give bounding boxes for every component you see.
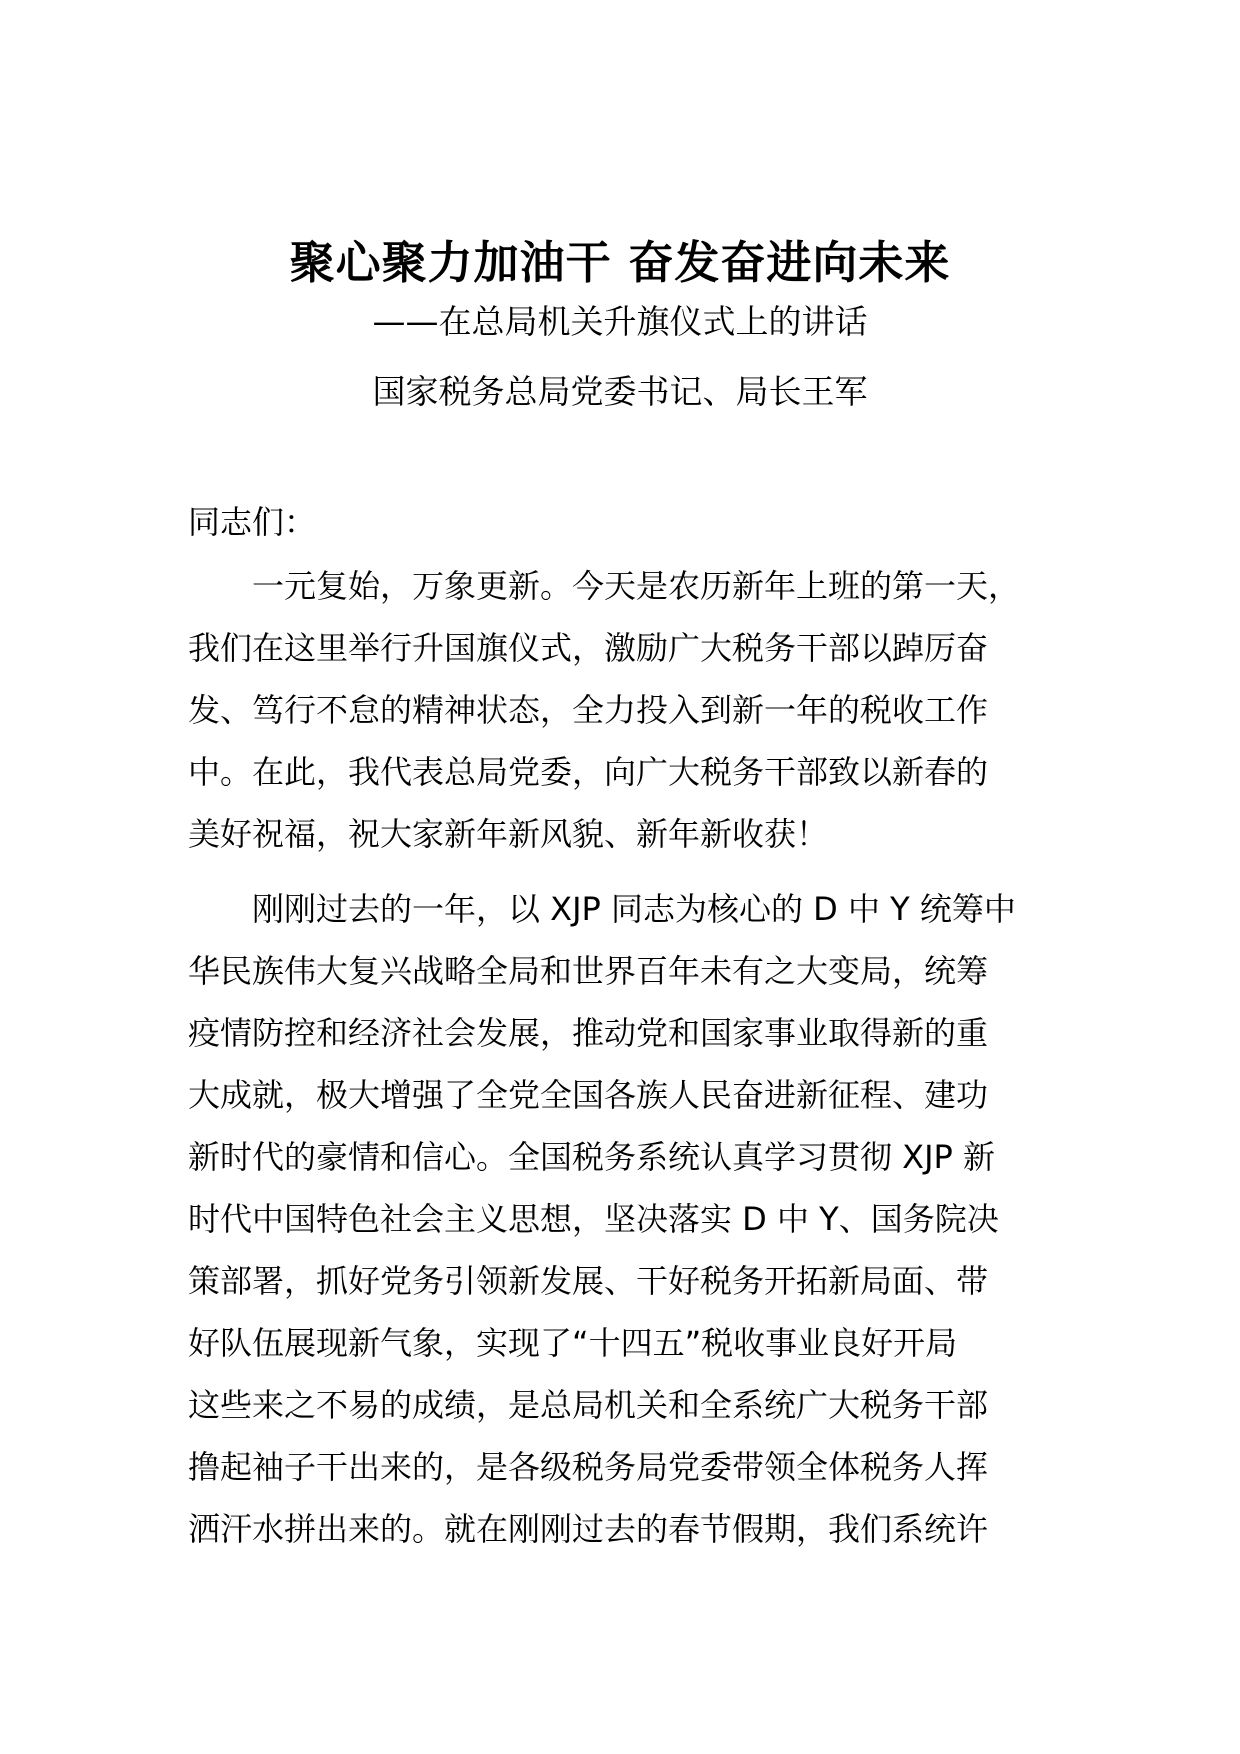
body-line: 疫情防控和经济社会发展，推动党和国家事业取得新的重 xyxy=(188,1014,989,1052)
document-title: 聚心聚力加油干 奋发奋进向未来 xyxy=(289,236,951,289)
document-subtitle: ——在总局机关升旗仪式上的讲话 xyxy=(372,302,868,341)
document-author: 国家税务总局党委书记、局长王军 xyxy=(372,372,868,411)
body-line: 中。在此，我代表总局党委，向广大税务干部致以新春的 xyxy=(188,753,989,791)
body-line: 策部署，抓好党务引领新发展、干好税务开拓新局面、带 xyxy=(188,1262,989,1300)
body-line: 刚刚过去的一年，以 XJP 同志为核心的 D 中 Y 统筹中 xyxy=(188,890,1016,928)
body-line: 撸起袖子干出来的，是各级税务局党委带领全体税务人挥 xyxy=(188,1448,989,1486)
salutation-line: 同志们： xyxy=(188,503,317,541)
body-line: 大成就，极大增强了全党全国各族人民奋进新征程、建功 xyxy=(188,1076,989,1114)
body-line: 华民族伟大复兴战略全局和世界百年未有之大变局，统筹 xyxy=(188,952,989,990)
body-line: 这些来之不易的成绩，是总局机关和全系统广大税务干部 xyxy=(188,1386,989,1424)
body-line: 时代中国特色社会主义思想，坚决落实 D 中 Y、国务院决 xyxy=(188,1200,999,1238)
body-line: 一元复始，万象更新。今天是农历新年上班的第一天， xyxy=(188,567,1021,605)
body-line: 我们在这里举行升国旗仪式，激励广大税务干部以踔厉奋 xyxy=(188,629,989,667)
body-line: 好队伍展现新气象，实现了“十四五”税收事业良好开局 xyxy=(188,1324,958,1362)
body-line: 新时代的豪情和信心。全国税务系统认真学习贯彻 XJP 新 xyxy=(188,1138,996,1176)
body-line: 发、笃行不怠的精神状态，全力投入到新一年的税收工作 xyxy=(188,691,989,729)
body-line: 洒汗水拼出来的。就在刚刚过去的春节假期，我们系统许 xyxy=(188,1510,989,1548)
body-line: 美好祝福，祝大家新年新风貌、新年新收获！ xyxy=(188,815,829,853)
